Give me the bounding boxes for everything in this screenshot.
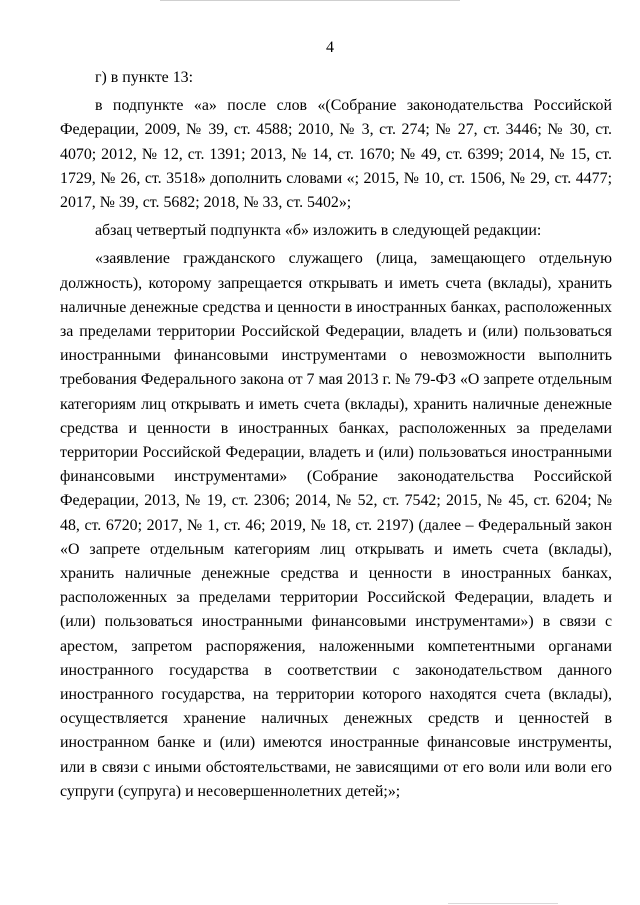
amendment-paragraph: в подпункте «а» после слов «(Собрание законодательства Российской Федерации, 2009, № 39, ст. 4588; 2010, № 3, ст. 274; № 27, ст. 3446; № 30, ст. 4070; 2012, № 12, ст. 1391; 2013, № 14, ст. 1670; № 49, ст. 6399; 2014, № 15, ст. 1729, № 26, ст. 3518» дополнить словами «; 2015, № 10, ст. 1506, № 29, ст. 4477; 2017, № 39, ст. 5682; 2018, № 33, ст. 5402»; bbox=[60, 97, 612, 212]
instruction-paragraph: абзац четвертый подпункта «б» изложить в следующей редакции: bbox=[95, 222, 542, 240]
top-scan-edge bbox=[160, 0, 460, 1]
page-number: 4 bbox=[326, 39, 334, 56]
bottom-scan-edge bbox=[448, 903, 558, 904]
subitem-heading: г) в пункте 13: bbox=[95, 69, 193, 86]
document-body bbox=[60, 66, 612, 804]
quoted-text-paragraph: «заявление гражданского служащего (лица, замещающего отдельную должность), которому запрещается открывать и иметь счета (вклады), хранить наличные денежные средства и ценности в иностранных банках, расположенных за пределами территории Российской Федерации, владеть и (или) пользоваться иностранными финансовыми инструментами о невозможности выполнить требования Федерального закона от 7 мая 2013 г. № 79-ФЗ «О запрете отдельным категориям лиц открывать и иметь счета (вклады), хранить наличные денежные средства и ценности в иностранных банках, расположенных за пределами территории Российской Федерации, владеть и (или) пользоваться иностранными финансовыми инструментами» (Собрание законодательства Российской Федерации, 2013, № 19, ст. 2306; 2014, № 52, ст. 7542; 2015, № 45, ст. 6204; № 48, ст. 6720; 2017, № 1, ст. 46; 2019, № 18, ст. 2197) (далее – Федеральный закон «О запрете отдельным категориям лиц открывать и иметь счета (вклады), хранить наличные денежные средства и ценности в иностранных банках, расположенных за пределами территории Российской Федерации, владеть и (или) пользоваться иностранными финансовыми инструментами») в связи с арестом, запретом распоряжения, наложенными компетентными органами иностранного государства в соответствии с законодательством данного иностранного государства, на территории которого находятся счета (вклады), осуществляется хранение наличных денежных средств и ценностей в иностранном банке и (или) имеются иностранные финансовые инструменты, или в связи с иными обстоятельствами, не зависящими от его воли или воли его супруги (супруга) и несовершеннолетних детей;»; bbox=[60, 250, 612, 800]
